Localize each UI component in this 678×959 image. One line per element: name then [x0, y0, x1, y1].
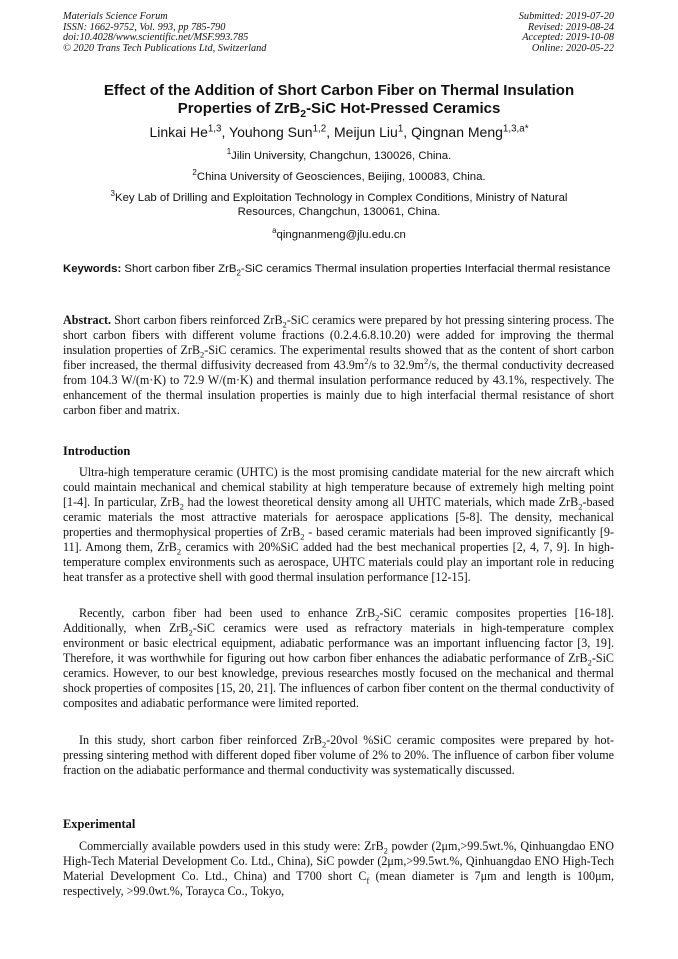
experimental-heading: Experimental: [63, 817, 136, 831]
introduction-heading: Introduction: [63, 444, 131, 458]
keywords-text: -SiC ceramics Thermal insulation properties Interfacial thermal resistance: [240, 263, 611, 275]
introduction-paragraph-2: Recently, carbon fiber had been used to enhance ZrB$_2$-SiC ceramic composites properties [16-18]. Additionally, when ZrB$_2$-SiC ceramics were used as refractory materials in high-temperature complex environment or basic electrical equipment, adiabatic performance was an important influencing factor [3, 19]. Therefore, it was worthwhile for figuring out how carbon fiber enhances the adiabatic performance of ZrB$_2$-SiC ceramics. However, to our best knowledge, previous researches mostly focused on the mechanical and thermal shock properties of composites [15, 20, 21]. The influences of carbon fiber content on the thermal conductivity of composites and adiabatic performance were limited reported.: [63, 606, 614, 710]
author: [411, 124, 528, 140]
affiliation-2: [60, 170, 618, 184]
keywords-text: Short carbon fiber ZrB: [121, 263, 237, 275]
affiliation-text: Jilin University, Changchun, 130026, China.: [231, 150, 452, 162]
author-list: [40, 123, 638, 141]
affiliation-text: Resources, Changchun, 130061, China.: [237, 206, 441, 218]
author-name: Qingnan Meng: [411, 124, 503, 140]
author-affiliation-mark: 1: [397, 123, 404, 135]
title-line-1: Effect of the Addition of Short Carbon Fiber on Thermal Insulation: [103, 82, 575, 99]
doi: doi:10.4028/www.scientific.net/MSF.993.785: [63, 32, 249, 44]
email-mark: a: [272, 226, 277, 236]
author: [334, 124, 411, 140]
issn-volume: ISSN: 1662-9752, Vol. 993, pp 785-790: [63, 21, 226, 33]
affiliation-mark: 1: [226, 147, 232, 157]
author-name: Youhong Sun: [229, 124, 313, 140]
email-address[interactable]: qingnanmeng@jlu.edu.cn: [276, 229, 406, 241]
author-affiliation-mark: 1,2: [312, 123, 327, 135]
journal-name: Materials Science Forum: [63, 11, 168, 22]
keywords: [63, 262, 614, 277]
affiliation-3: [60, 191, 618, 219]
abstract: Abstract. Short carbon fibers reinforced ZrB$_2$-SiC ceramics were prepared by hot pressing sintering process. The short carbon fibers with different volume fractions (0.2.4.6.8.10.20) were added for improving the thermal insulation properties of ZrB$_2$-SiC ceramics. The experimental results showed that as the content of short carbon fiber increased, the thermal diffusivity decreased from $43.9m^2/s$ to $32.9m^2/s$, the thermal conductivity decreased from 104.3 W/(m·K) to 72.9 W/(m·K) and thermal insulation performance reduced by 43.1%, respectively. The enhancement of the thermal insulation properties is mainly due to high interfacial thermal resistance of short carbon fiber and matrix.: [63, 313, 614, 417]
author: [229, 124, 334, 140]
corresponding-email: [60, 228, 618, 242]
abstract-label: Abstract.: [63, 313, 112, 327]
title-text: -SiC Hot-Pressed Ceramics: [306, 100, 501, 117]
author-affiliation-mark: 1,3: [207, 123, 222, 135]
author-separator: ,: [326, 124, 334, 140]
author-affiliation-mark: 1,3,a*: [502, 123, 529, 135]
keywords-label: Keywords:: [63, 263, 122, 275]
author-separator: ,: [403, 124, 412, 140]
online-date: Online: 2020-05-22: [531, 42, 614, 54]
revised-date: Revised: 2019-08-24: [527, 21, 614, 33]
paper-title: [40, 82, 638, 118]
affiliation-text: Key Lab of Drilling and Exploitation Technology in Complex Conditions, Ministry of Natural: [114, 192, 568, 204]
submitted-date: Submitted: 2019-07-20: [518, 11, 614, 22]
introduction-paragraph-1: Ultra-high temperature ceramic (UHTC) is the most promising candidate material for the new aircraft which could maintain mechanical and chemical stability at high temperature because of extremely high melting point [1-4]. In particular, ZrB$_2$ had the lowest theoretical density among all UHTC materials, which made ZrB$_2$-based ceramic materials the most attractive materials for aerospace applications [5-8]. The density, mechanical properties and thermophysical properties of ZrB$_2$ - based ceramic materials had been improved significantly [9-11]. Among them, ZrB$_2$ ceramics with 20%SiC added had the best mechanical properties [2, 4, 7, 9]. In high-temperature complex environments such as aerospace, UHTC materials could play an important role in reducing heat transfer as a protective shell with good thermal insulation performance [12-15].: [63, 465, 614, 584]
accepted-date: Accepted: 2019-10-08: [522, 32, 614, 44]
author-name: Linkai He: [149, 124, 208, 140]
author-separator: ,: [221, 124, 230, 140]
affiliation-mark: 3: [110, 189, 115, 199]
title-text: Properties of ZrB: [177, 100, 301, 117]
copyright: © 2020 Trans Tech Publications Ltd, Switzerland: [63, 42, 267, 54]
introduction-paragraph-3: In this study, short carbon fiber reinforced ZrB$_2$-20vol %SiC ceramic composites were prepared by hot-pressing sintering method with different doped fiber volume of 2% to 20%. The influence of carbon fiber volume fraction on the adiabatic performance and thermal conductivity was systematically discussed.: [63, 733, 614, 777]
title-line-2: [40, 100, 638, 118]
author: [149, 124, 229, 140]
affiliation-1: [60, 149, 618, 163]
title-subscript: 2: [300, 108, 307, 120]
journal-header-left: [63, 12, 266, 54]
journal-header-right: [519, 12, 614, 54]
author-name: Meijun Liu: [334, 124, 398, 140]
experimental-paragraph-1: Commercially available powders used in this study were: ZrB$_2$ powder (2μm,>99.5wt.%, Qinhuangdao ENO High-Tech Material Development Co. Ltd., China), SiC powder (2μm,>99.5wt.%, Qinhuangdao ENO High-Tech Material Development Co. Ltd., China) and T700 short $C_f$ (mean diameter is 7μm and length is 100μm, respectively, >99.0wt.%, Torayca Co., Tokyo,: [63, 839, 614, 898]
affiliation-text: China University of Geosciences, Beijing, 100083, China.: [196, 171, 486, 183]
affiliation-mark: 2: [192, 168, 197, 178]
keywords-subscript: 2: [236, 268, 241, 278]
